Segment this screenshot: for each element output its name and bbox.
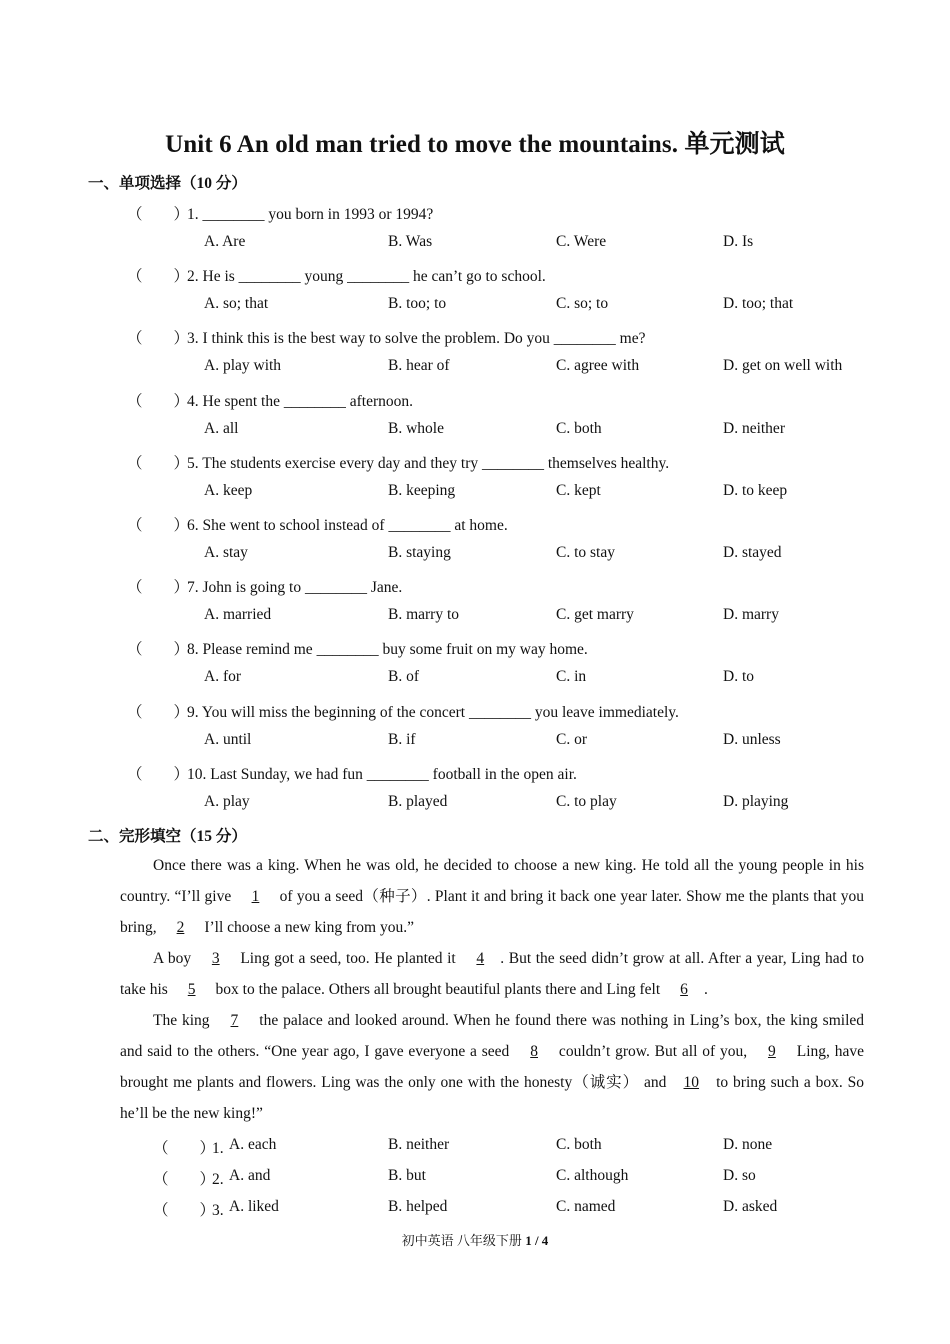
option-b: B. but xyxy=(388,1167,426,1184)
option-d: D. so xyxy=(723,1167,756,1184)
option-b: B. neither xyxy=(388,1136,450,1153)
option-c: C. named xyxy=(556,1198,616,1215)
option-d: D. asked xyxy=(723,1198,778,1215)
option-b: B. Was xyxy=(388,233,433,250)
answer-bracket: （ ） xyxy=(153,1140,216,1157)
question-stem: 2. He is ________ young ________ he can’t go to school. xyxy=(187,268,546,285)
answer-bracket: （ ） xyxy=(127,641,190,658)
option-d: D. marry xyxy=(723,606,779,623)
blank-number: 5 xyxy=(187,981,196,998)
option-a: A. married xyxy=(204,606,272,623)
blank-number: 9 xyxy=(768,1043,776,1060)
option-b: B. if xyxy=(388,731,416,748)
question-stem: 5. The students exercise every day and they try ________ themselves healthy. xyxy=(187,455,670,472)
option-d: D. Is xyxy=(723,233,754,250)
option-a: A. all xyxy=(204,420,239,437)
option-c: C. to play xyxy=(556,793,617,810)
option-d: D. neither xyxy=(723,420,785,437)
passage-text: Ling got a seed, too. He planted it xyxy=(235,950,461,967)
question-row xyxy=(127,389,413,411)
option-a: A. each xyxy=(229,1136,277,1153)
blank-number: 1 xyxy=(251,888,260,905)
option-a: A. stay xyxy=(204,544,248,561)
question-row xyxy=(127,326,645,348)
section-1-heading: 一、单项选择（10 分） xyxy=(88,175,247,192)
passage-text: Once there was a king. When he was old, he decided to choose a new king. He told all the young people in his country. “I’ll give xyxy=(120,857,864,905)
page-number: 1 / 4 xyxy=(525,1233,549,1248)
question-number: 2. xyxy=(212,1171,224,1188)
blank-number: 2 xyxy=(176,919,185,936)
answer-bracket: （ ） xyxy=(127,330,190,347)
option-d: D. too; that xyxy=(723,295,794,312)
question-stem: 1. ________ you born in 1993 or 1994? xyxy=(187,206,434,223)
answer-bracket: （ ） xyxy=(153,1202,216,1219)
passage-paragraph xyxy=(120,943,864,1005)
option-c: C. get marry xyxy=(556,606,634,623)
option-c: C. although xyxy=(556,1167,629,1184)
passage-text: of you a seed（种子）. Plant it and bring it back one year later. Show me the plants that you bring, xyxy=(120,888,864,936)
passage-text: . But the seed didn’t grow at all. After a year, Ling had to take his xyxy=(120,950,865,998)
option-a: A. and xyxy=(229,1167,271,1184)
question-row xyxy=(127,202,433,224)
option-b: B. staying xyxy=(388,544,451,561)
answer-bracket: （ ） xyxy=(127,268,190,285)
option-a: A. Are xyxy=(204,233,246,250)
passage-text: the palace and looked around. When he found there was nothing in Ling’s box, the king smiled and said to the others. “One year ago, I gave everyone a seed xyxy=(120,1012,864,1060)
passage-text: A boy xyxy=(153,950,196,967)
passage-text: I’ll choose a new king from you.” xyxy=(200,919,414,936)
option-a: A. keep xyxy=(204,482,253,499)
option-a: A. play with xyxy=(204,357,282,374)
option-d: D. to xyxy=(723,668,754,685)
option-d: D. unless xyxy=(723,731,781,748)
answer-bracket: （ ） xyxy=(153,1171,216,1188)
option-d: D. get on well with xyxy=(723,357,843,374)
answer-bracket: （ ） xyxy=(127,766,190,783)
question-row xyxy=(127,264,546,286)
option-b: B. whole xyxy=(388,420,444,437)
question-row xyxy=(127,575,402,597)
option-d: D. playing xyxy=(723,793,789,810)
answer-bracket: （ ） xyxy=(127,517,190,534)
option-c: C. Were xyxy=(556,233,607,250)
section-2-heading: 二、完形填空（15 分） xyxy=(88,828,247,845)
answer-bracket: （ ） xyxy=(127,393,190,410)
option-d: D. to keep xyxy=(723,482,788,499)
passage-paragraph xyxy=(120,850,864,943)
option-b: B. keeping xyxy=(388,482,456,499)
option-c: C. so; to xyxy=(556,295,609,312)
question-stem: 7. John is going to ________ Jane. xyxy=(187,579,403,596)
option-a: A. for xyxy=(204,668,242,685)
option-b: B. too; to xyxy=(388,295,447,312)
question-row xyxy=(127,451,669,473)
question-stem: 8. Please remind me ________ buy some fruit on my way home. xyxy=(187,641,588,658)
answer-bracket: （ ） xyxy=(127,579,190,596)
option-c: C. or xyxy=(556,731,587,748)
question-stem: 4. He spent the ________ afternoon. xyxy=(187,393,413,410)
option-c: C. agree with xyxy=(556,357,640,374)
option-c: C. kept xyxy=(556,482,601,499)
question-stem: 6. She went to school instead of ________ at home. xyxy=(187,517,508,534)
option-b: B. of xyxy=(388,668,419,685)
option-d: D. stayed xyxy=(723,544,782,561)
blank-number: 3 xyxy=(211,950,220,967)
option-a: A. liked xyxy=(229,1198,279,1215)
option-a: A. until xyxy=(204,731,252,748)
blank-number: 4 xyxy=(476,950,485,967)
option-d: D. none xyxy=(723,1136,773,1153)
question-stem: 10. Last Sunday, we had fun ________ football in the open air. xyxy=(187,766,577,783)
passage-text: box to the palace. Others all brought beautiful plants there and Ling felt xyxy=(211,981,665,998)
option-b: B. played xyxy=(388,793,448,810)
option-c: C. in xyxy=(556,668,587,685)
question-stem: 9. You will miss the beginning of the concert ________ you leave immediately. xyxy=(187,704,679,721)
blank-number: 6 xyxy=(680,981,688,998)
question-row xyxy=(127,637,588,659)
option-c: C. both xyxy=(556,420,602,437)
question-number: 1. xyxy=(212,1140,224,1157)
cloze-question-row xyxy=(153,1167,224,1189)
answer-bracket: （ ） xyxy=(127,206,190,223)
question-row xyxy=(127,513,508,535)
passage-text: The king xyxy=(153,1012,215,1029)
cloze-question-row xyxy=(153,1198,224,1220)
question-stem: 3. I think this is the best way to solve the problem. Do you ________ me? xyxy=(187,330,646,347)
passage-text: couldn’t grow. But all of you, xyxy=(554,1043,752,1060)
cloze-passage xyxy=(120,850,864,1129)
option-c: C. to stay xyxy=(556,544,615,561)
page-footer xyxy=(0,1230,950,1249)
question-row xyxy=(127,762,577,784)
blank-number: 10 xyxy=(683,1074,700,1091)
option-a: A. play xyxy=(204,793,250,810)
passage-text: . xyxy=(704,981,708,998)
option-a: A. so; that xyxy=(204,295,269,312)
passage-text: to bring such a box. So he’ll be the new king!” xyxy=(120,1074,864,1122)
question-row xyxy=(127,700,679,722)
option-c: C. both xyxy=(556,1136,602,1153)
passage-paragraph xyxy=(120,1005,864,1129)
blank-number: 8 xyxy=(530,1043,538,1060)
cloze-question-row xyxy=(153,1136,224,1158)
option-b: B. helped xyxy=(388,1198,448,1215)
page-title: Unit 6 An old man tried to move the mountains. 单元测试 xyxy=(165,131,785,158)
option-b: B. marry to xyxy=(388,606,460,623)
question-number: 3. xyxy=(212,1202,224,1219)
option-b: B. hear of xyxy=(388,357,450,374)
answer-bracket: （ ） xyxy=(127,704,190,721)
blank-number: 7 xyxy=(230,1012,239,1029)
footer-text: 初中英语 八年级下册 xyxy=(401,1233,526,1248)
passage-text: Ling, have brought me plants and flowers. Ling was the only one with the honesty（诚实） and xyxy=(120,1043,864,1091)
answer-bracket: （ ） xyxy=(127,455,190,472)
